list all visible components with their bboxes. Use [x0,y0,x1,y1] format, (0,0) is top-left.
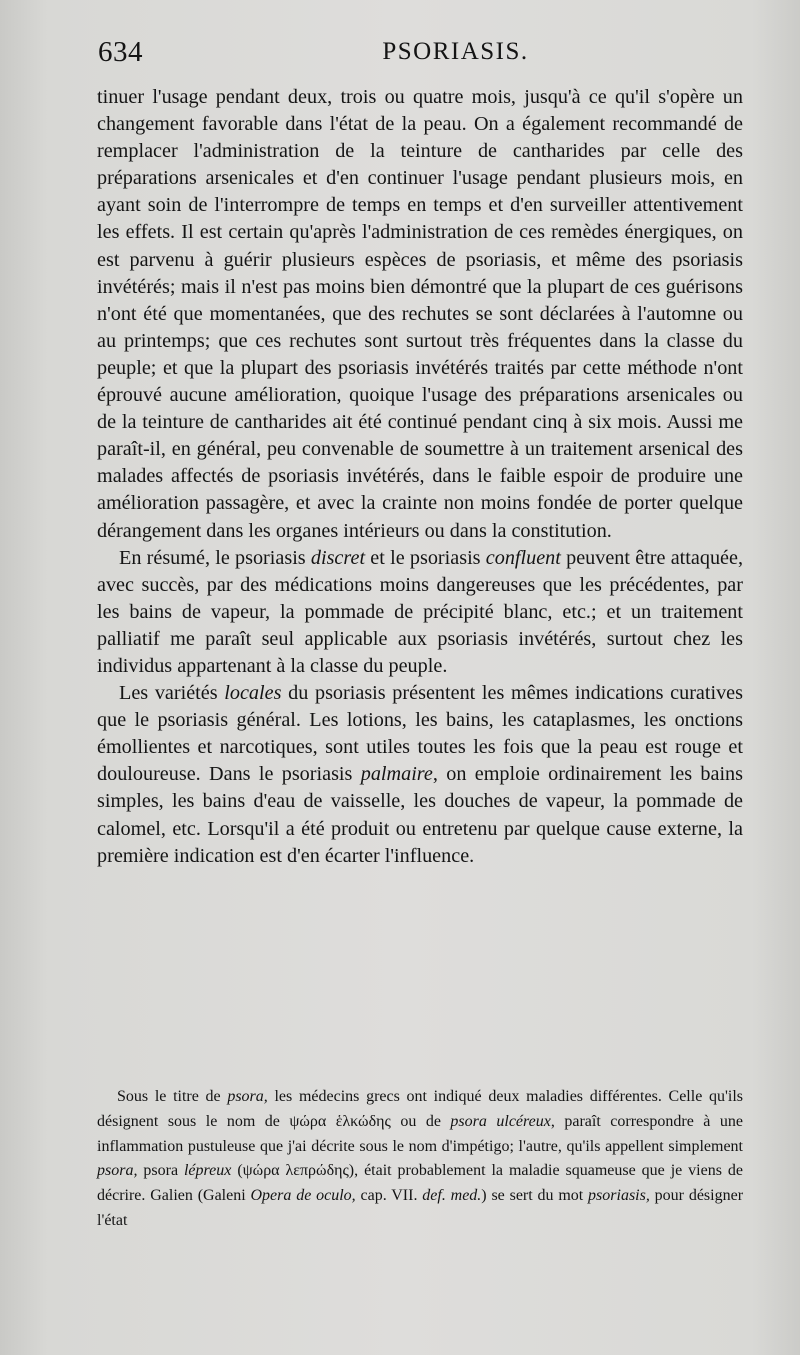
paragraph-text: En résumé, le psoriasis [119,546,311,569]
italic-term: Opera de oculo, [250,1187,356,1205]
footnote-text: , paraît correspondre à une inflammation pustuleuse que j'ai décrite sous le nom d'impétigo; l'autre, qu'ils appellent simplement [97,1112,743,1155]
italic-term: psora, [97,1162,138,1180]
body-text [97,84,743,870]
paragraph-text: , on emploie ordinairement les bains simples, les bains d'eau de vaisselle, les douches de vapeur, la pommade de calomel, etc. Lorsqu'il a été produit ou entretenu par quelque cause externe, la première indication est d'en écarter l'influence. [97,763,744,867]
paragraph-text: et le psoriasis [365,546,486,569]
italic-term: psora ulcéreux [450,1112,551,1130]
italic-term: def. med. [422,1187,482,1205]
italic-term: discret [310,546,366,569]
footnote-text: (ψώρα λεπρώδης), était probablement la maladie squameuse que je viens de décrire. Galien (Galeni [97,1162,743,1205]
italic-term: psoriasis, [588,1187,650,1205]
italic-term: lépreux [183,1162,232,1180]
italic-term: locales [224,682,282,705]
italic-term: psora, [227,1088,268,1105]
footnote [97,1085,743,1234]
paragraph-summary [97,545,743,680]
italic-term: palmaire [360,763,433,786]
paragraph-treatment-continuation [97,84,743,545]
italic-term: confluent [485,546,561,569]
paragraph-text: Les variétés [119,682,225,705]
footnote-text: pour désigner l'état [97,1187,744,1229]
footnote-text: psora [137,1162,184,1180]
paragraph-text: peuvent être attaquée, avec succès, par des médications moins dangereuses que les précédentes, par les bains de vapeur, la pommade de précipité blanc, etc.; et un traitement palliatif me paraît seul applicable aux psoriasis invétérés, surtout chez les individus appartenant à la classe du peuple. [97,546,743,677]
running-title: PSORIASIS. [382,38,529,65]
paragraph-text: du psoriasis présentent les mêmes indications curatives que le psoriasis général. Les lotions, les bains, les cataplasmes, les onctions émollientes et narcotiques, sont utiles toutes les fois que la peau est rouge et douloureuse. Dans le psoriasis [97,682,744,786]
footnote-text: Sous le titre de [117,1088,228,1105]
footnote-text: ) se sert du mot [481,1187,589,1205]
footnote-text: les médecins grecs ont indiqué deux maladies différentes. Celle qu'ils désignent sous le nom de ψώρα ἑλκώδης ou de [97,1088,743,1130]
footnote-text: cap. VII. [355,1187,423,1205]
page-number: 634 [98,36,143,68]
page-header [98,36,743,76]
paragraph-local-varieties [97,680,743,870]
paragraph-text: tinuer l'usage pendant deux, trois ou quatre mois, jusqu'à ce qu'il s'opère un changement favorable dans l'état de la peau. On a également recommandé de remplacer l'administration de la teinture de cantharides par celle des préparations arsenicales et d'en continuer l'usage pendant plusieurs mois, en ayant soin de l'interrompre de temps en temps et d'en surveiller attentivement les effets. Il est certain qu'après l'administration de ces remèdes énergiques, on est parvenu à guérir plusieurs espèces de psoriasis, et même des psoriasis invétérés; mais il n'est pas moins bien démontré que la plupart de ces guérisons n'ont été que momentanées, que des rechutes se sont déclarées à l'automne ou au printemps; que ces rechutes sont surtout très fréquentes dans la classe du peuple; et que la plupart des psoriasis invétérés traités par cette méthode n'ont éprouvé aucune amélioration, quoique l'usage des préparations arsenicales ou de la teinture de cantharides ait été continué pendant cinq à six mois. Aussi me paraît-il, en général, peu convenable de soumettre à un traitement arsenical des malades affectés de psoriasis invétérés, dans le faible espoir de produire une amélioration passagère, et avec la crainte non moins fondée de porter quelque dérangement dans les organes intérieurs ou dans la constitution. [97,86,743,542]
